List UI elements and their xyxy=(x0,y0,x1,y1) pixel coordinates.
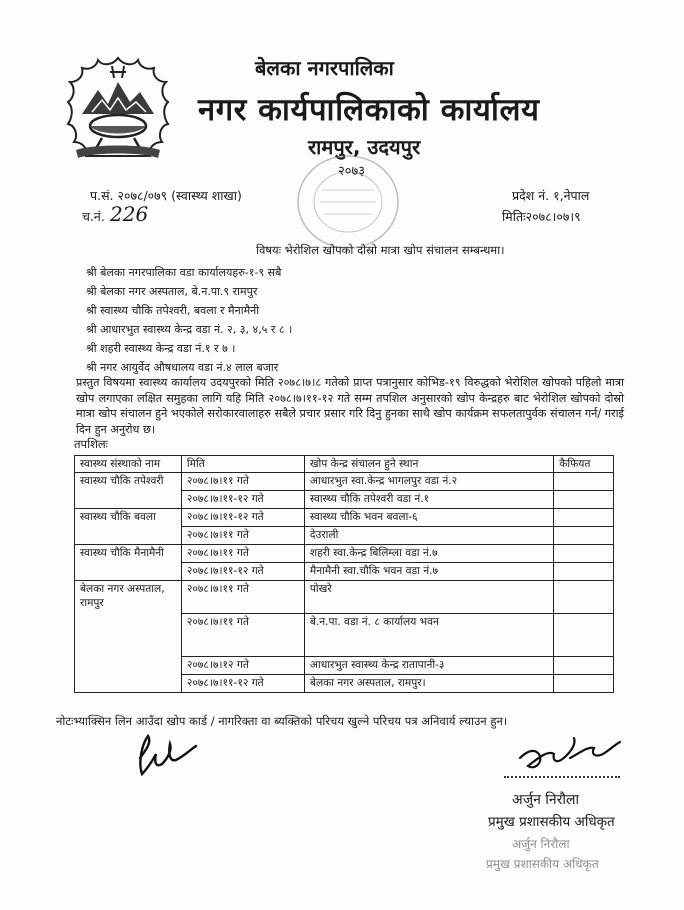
title-stamp: प्रमुख प्रशासकीय अधिकृत xyxy=(486,857,599,871)
place-cell: आधारभुत स्वा.केन्द्र भागलपुर वडा नं.२ xyxy=(304,473,553,491)
letter-body: प्रस्तुत विषयमा स्वास्थ्य कार्यालय उदयपुरको मिति २०७८।७।८ गतेको प्राप्त पत्रानुसार कोभिड-१९ विरुद्धको भेरोशिल खोपको पहिलो मात्रा खोप लगाएका लक्षित समुहका लागि यहि मिति २०७८।७।११-१२ गते सम्म तपशिल अनुसारको खोप केन्द्रहरु बाट भेरोशिल खोपको दोस्रो मात्रा खोप संचालन हुने भएकोले सरोकारवालाहरु सबैले प्रचार प्रसार गरि दिनु हुनका साथै खोप कार्यक्रम सफलतापुर्वक संचालन गर्न/ गराई दिन हुन अनुरोध छ। xyxy=(76,376,624,436)
remarks-cell xyxy=(554,527,614,545)
province-label: प्रदेश नं. १,नेपाल xyxy=(512,188,590,203)
remarks-cell xyxy=(554,614,614,657)
office-title: नगर कार्यपालिकाको कार्यालय xyxy=(198,92,540,128)
date-cell: २०७८।७।११ गते xyxy=(181,581,304,614)
date-cell: २०७८।७।११ गते xyxy=(181,614,304,657)
institution-cell: स्वास्थ्य चौकि बवला xyxy=(75,509,182,545)
dispatch-number: 226 xyxy=(110,202,149,226)
name-stamp: अर्जुन निरौला xyxy=(512,837,570,851)
date-cell: २०७८।७।११-१२ गते xyxy=(181,509,304,527)
column-header-date: मिति xyxy=(181,456,304,473)
date-cell: २०७८।७।११-१२ गते xyxy=(181,491,304,509)
institution-cell: स्वास्थ्य चौकि तपेश्वरी xyxy=(75,473,182,509)
remarks-cell xyxy=(554,657,614,675)
table-row xyxy=(75,473,614,491)
recipient-line: श्री आधारभुत स्वास्थ्य केन्द्र वडा नं. २, ३, ४,५ र ८ । xyxy=(86,323,293,336)
recipient-line: श्री बेलका नगरपालिका वडा कार्यालयहरु-१-९ सबै xyxy=(86,266,282,279)
remarks-cell xyxy=(554,473,614,491)
remarks-cell xyxy=(554,563,614,581)
date-cell: २०७८।७।११-१२ गते xyxy=(181,563,304,581)
remarks-cell xyxy=(554,675,614,693)
date-cell: २०७८।७।११ गते xyxy=(181,545,304,563)
place-cell: देउराली xyxy=(304,527,553,545)
place-cell: शहरी स्वा.केन्द्र बिलिम्ला वडा नं.७ xyxy=(304,545,553,563)
date-cell: २०७८।७।११ गते xyxy=(181,473,304,491)
date-cell: २०७८।७।११-१२ गते xyxy=(181,675,304,693)
remarks-cell xyxy=(554,509,614,527)
remarks-cell xyxy=(554,545,614,563)
table-row xyxy=(75,509,614,527)
recipient-line: श्री स्वास्थ्य चौकि तपेश्वरी, बवला र मैनामैनी xyxy=(86,304,260,317)
letter-subject: विषयः भेरोशिल खोपको दोस्रो मात्रा खोप संचालन सम्बन्धमा। xyxy=(256,243,505,257)
municipality-name: बेलका नगरपालिका xyxy=(255,56,394,80)
dispatch-number-label: च.नं. xyxy=(82,209,105,224)
vaccination-schedule-table xyxy=(74,455,614,693)
officer-name: अर्जुन निरौला xyxy=(512,792,580,808)
column-header-place: खोप केन्द्र संचालन हुने स्थान xyxy=(304,456,553,473)
recipient-line: श्री शहरी स्वास्थ्य केन्द्र वडा नं.१ र ७ । xyxy=(86,342,236,355)
institution-cell: बेलका नगर अस्पताल, रामपुर xyxy=(75,581,182,693)
place-cell: स्वास्थ्य चौकि तपेश्वरी वडा नं.१ xyxy=(304,491,553,509)
remarks-cell xyxy=(554,491,614,509)
officer-signature xyxy=(514,728,624,780)
remarks-cell xyxy=(554,581,614,614)
table-row xyxy=(75,581,614,614)
date-cell: २०७८।७।१२ गते xyxy=(181,657,304,675)
office-address: रामपुर, उदयपुर xyxy=(308,135,421,159)
recipient-line: श्री बेलका नगर अस्पताल, बे.न.पा.९ रामपुर xyxy=(86,285,258,298)
signature-line xyxy=(504,776,620,778)
table-header-row xyxy=(75,456,614,473)
column-header-remarks: कैफियत xyxy=(554,456,614,473)
office-seal-stamp xyxy=(292,150,404,254)
place-cell: आधारभुत स्वास्थ्य केन्द्र रातापानी-३ xyxy=(304,657,553,675)
date-cell: २०७८।७।११ गते xyxy=(181,527,304,545)
place-cell: बेलका नगर अस्पताल, रामपुर। xyxy=(304,675,553,693)
vaccination-note: नोटःभ्याक्सिन लिन आउँदा खोप कार्ड / नागरिक्ता वा ब्यक्तिको परिचय खुल्ने परिचय पत्र अनिवार्य ल्याउन हुन। xyxy=(56,714,508,728)
initials-signature xyxy=(132,728,202,780)
place-cell: स्वास्थ्य चौकि भवन बवला-६ xyxy=(304,509,553,527)
details-label: तपशिलः xyxy=(74,437,109,451)
officer-title: प्रमुख प्रशासकीय अधिकृत xyxy=(488,814,615,830)
column-header-institution: स्वास्थ्य संस्थाको नाम xyxy=(75,456,182,473)
letter-reference-number: प.सं. २०७८/०७९ (स्वास्थ्य शाखा) xyxy=(90,188,242,203)
nepal-emblem-icon xyxy=(62,52,174,164)
table-row xyxy=(75,545,614,563)
institution-cell: स्वास्थ्य चौकि मैनामैनी xyxy=(75,545,182,581)
place-cell: बे.न.पा. वडा नं. ८ कार्यालय भवन xyxy=(304,614,553,657)
letter-date: मितिः२०७८।०७।९ xyxy=(502,209,581,224)
place-cell: मैनामैनी स्वा.चौकि भवन वडा नं.७ xyxy=(304,563,553,581)
recipient-line: श्री नगर आयुर्वेद औषधालय वडा नं.४ लाल बजार xyxy=(86,361,279,374)
place-cell: पोखरे xyxy=(304,581,553,614)
stamp-year: २०७३ xyxy=(338,164,366,179)
